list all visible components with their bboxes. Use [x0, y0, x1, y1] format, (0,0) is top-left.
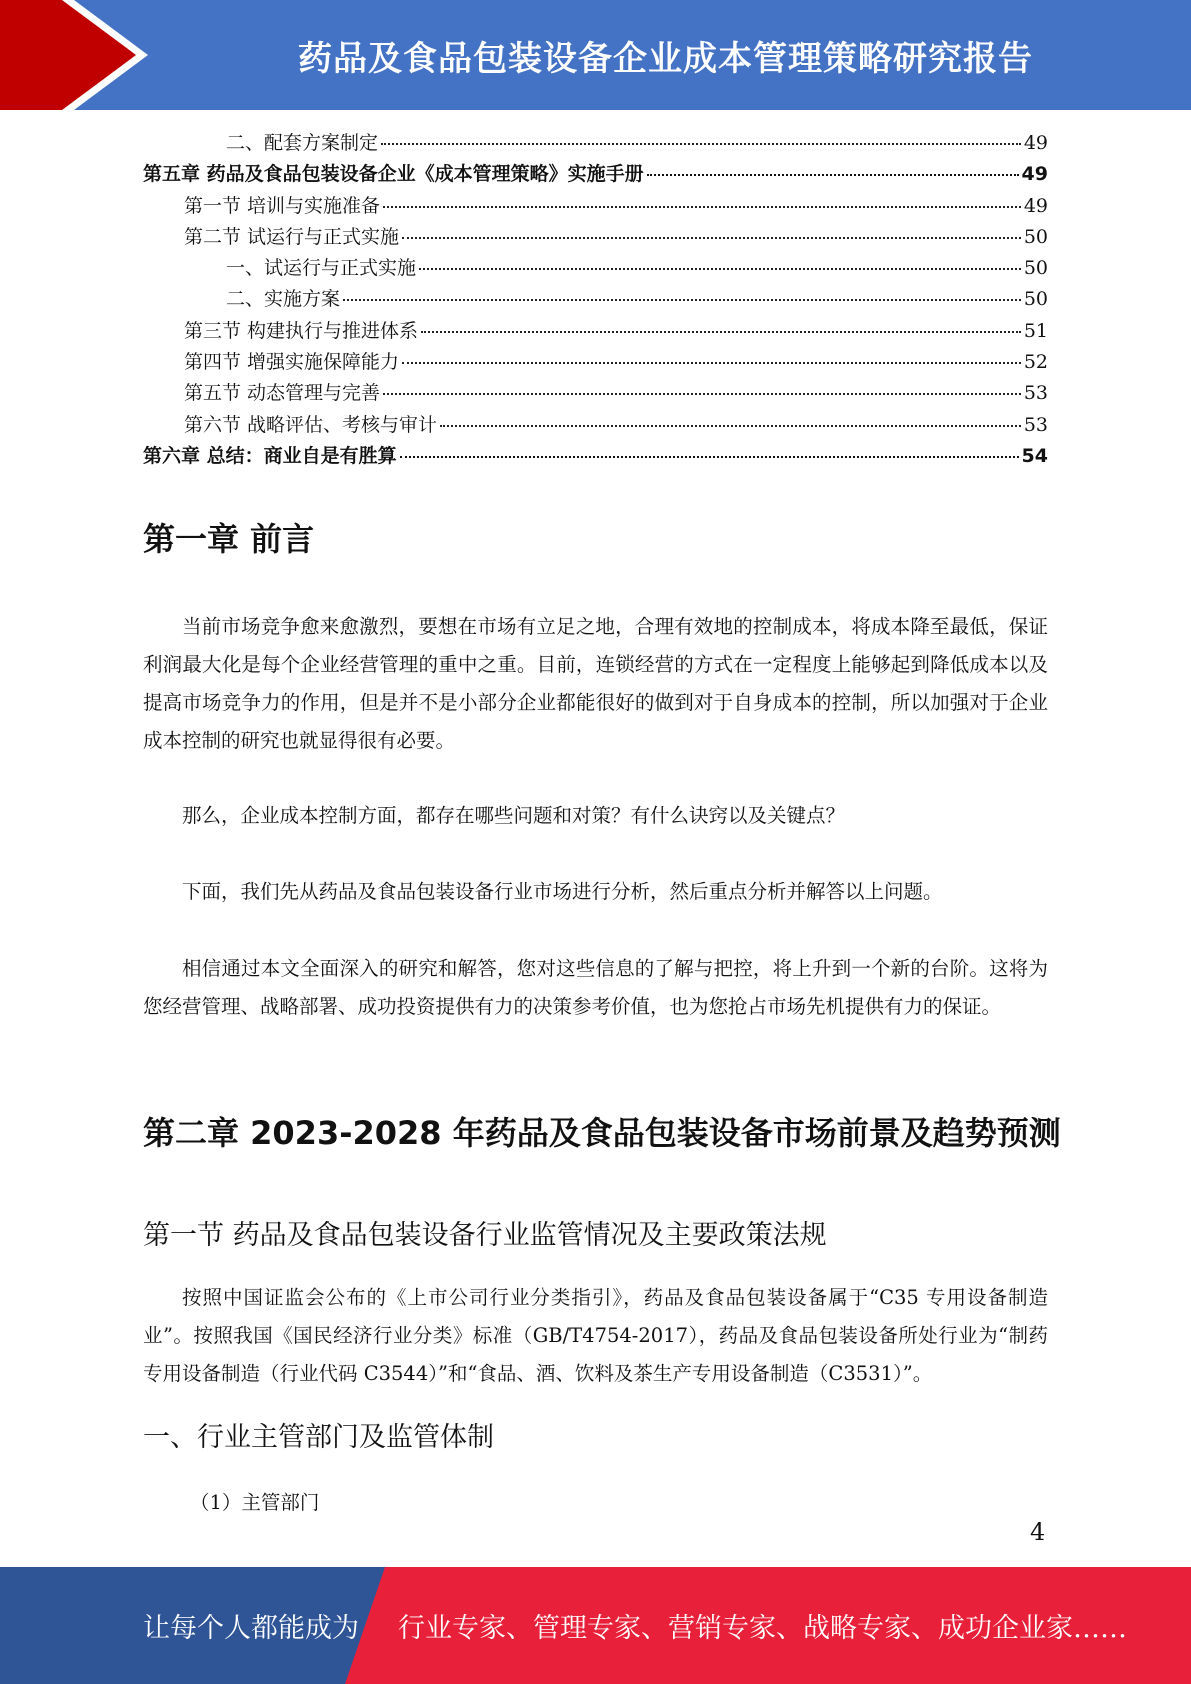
table-of-contents: [143, 128, 1048, 472]
footer-slogan-right: 行业专家、管理专家、营销专家、战略专家、成功企业家……: [398, 1613, 1127, 1644]
toc-dot-leader: [381, 143, 1021, 145]
toc-entry-title: 第四节 增强实施保障能力: [184, 351, 400, 374]
toc-entry-page: 50: [1023, 225, 1048, 248]
toc-dot-leader: [400, 456, 1019, 458]
toc-entry-page: 51: [1023, 319, 1048, 342]
toc-entry-page: 53: [1023, 413, 1048, 436]
toc-entry-page: 49: [1023, 132, 1048, 154]
toc-dot-leader: [647, 174, 1019, 176]
subsection-heading: 一、行业主管部门及监管体制: [143, 1422, 494, 1453]
chapter1-paragraph-4: 相信通过本文全面深入的研究和解答，您对这些信息的了解与把控，将上升到一个新的台阶。这将为您经营管理、战略部署、成功投资提供有力的决策参考价值，也为您抢占市场先机提供有力的保证。: [143, 957, 1048, 1018]
toc-entry-page: 49: [1021, 163, 1048, 186]
toc-entry[interactable]: [143, 378, 1048, 409]
toc-entry-page: 53: [1023, 382, 1048, 405]
toc-entry-title: 二、实施方案: [226, 288, 341, 311]
toc-entry[interactable]: [143, 253, 1048, 284]
red-chevron-graphic: [0, 0, 150, 110]
chapter1-paragraph-1: 当前市场竞争愈来愈激烈，要想在市场有立足之地，合理有效地的控制成本，将成本降至最低，保证利润最大化是每个企业经营管理的重中之重。目前，连锁经营的方式在一定程度上能够起到降低成本以及提高市场竞争力的作用，但是并不是小部分企业都能很好的做到对于自身成本的控制，所以加强对于企业成本控制的研究也就显得很有必要。: [143, 615, 1048, 752]
toc-entry-title: 一、试运行与正式实施: [226, 257, 417, 280]
page-header: [0, 0, 1191, 110]
chapter1-paragraph-3: 下面，我们先从药品及食品包装设备行业市场进行分析，然后重点分析并解答以上问题。: [182, 880, 943, 903]
toc-entry[interactable]: [143, 222, 1048, 253]
toc-entry-page: 52: [1023, 351, 1048, 374]
section1-heading: 第一节 药品及食品包装设备行业监管情况及主要政策法规: [143, 1220, 827, 1251]
toc-dot-leader: [383, 393, 1021, 395]
toc-entry-title: 二、配套方案制定: [226, 132, 379, 154]
toc-entry[interactable]: [143, 128, 1048, 159]
toc-entry-title: 第六章 总结：商业自是有胜算: [143, 444, 397, 467]
toc-dot-leader: [440, 425, 1021, 427]
toc-dot-leader: [421, 331, 1021, 333]
toc-entry[interactable]: [143, 159, 1048, 190]
toc-entry[interactable]: [143, 191, 1048, 222]
toc-entry-title: 第五节 动态管理与完善: [184, 382, 381, 405]
footer-slogan-left: 让每个人都能成为: [143, 1613, 359, 1644]
toc-entry-title: 第六节 战略评估、考核与审计: [184, 413, 438, 436]
page-number: 4: [1030, 1518, 1046, 1546]
toc-entry-title: 第三节 构建执行与推进体系: [184, 319, 419, 342]
toc-dot-leader: [402, 237, 1021, 239]
page-footer: [0, 1567, 1191, 1684]
toc-entry-title: 第五章 药品及食品包装设备企业《成本管理策略》实施手册: [143, 163, 644, 186]
toc-entry[interactable]: [143, 316, 1048, 347]
toc-entry[interactable]: [143, 441, 1048, 472]
toc-entry-page: 54: [1021, 444, 1048, 467]
toc-entry[interactable]: [143, 284, 1048, 315]
toc-entry-page: 50: [1023, 288, 1048, 311]
toc-dot-leader: [383, 206, 1021, 208]
report-title: 药品及食品包装设备企业成本管理策略研究报告: [298, 38, 1033, 79]
chapter1-heading: 第一章 前言: [143, 520, 315, 558]
chapter2-heading: 第二章 2023-2028 年药品及食品包装设备市场前景及趋势预测: [143, 1114, 1061, 1152]
toc-dot-leader: [343, 299, 1021, 301]
toc-entry[interactable]: [143, 410, 1048, 441]
toc-dot-leader: [402, 362, 1021, 364]
toc-dot-leader: [419, 268, 1021, 270]
list-item-supervisor: （1）主管部门: [190, 1491, 320, 1514]
chapter1-paragraph-2: 那么，企业成本控制方面，都存在哪些问题和对策？有什么诀窍以及关键点？: [182, 804, 846, 827]
chapter2-paragraph-1: 按照中国证监会公布的《上市公司行业分类指引》，药品及食品包装设备属于“C35 专用设备制造业”。按照我国《国民经济行业分类》标准（GB/T4754-2017），药品及食品包装设备所处行业为“制药专用设备制造（行业代码 C3544）”和“食品、酒、饮料及茶生产专用设备制造（C3531）”。: [143, 1286, 1048, 1385]
toc-entry[interactable]: [143, 347, 1048, 378]
toc-entry-page: 49: [1023, 194, 1048, 217]
toc-entry-title: 第一节 培训与实施准备: [184, 194, 381, 217]
toc-entry-title: 第二节 试运行与正式实施: [184, 225, 400, 248]
toc-entry-page: 50: [1023, 257, 1048, 280]
